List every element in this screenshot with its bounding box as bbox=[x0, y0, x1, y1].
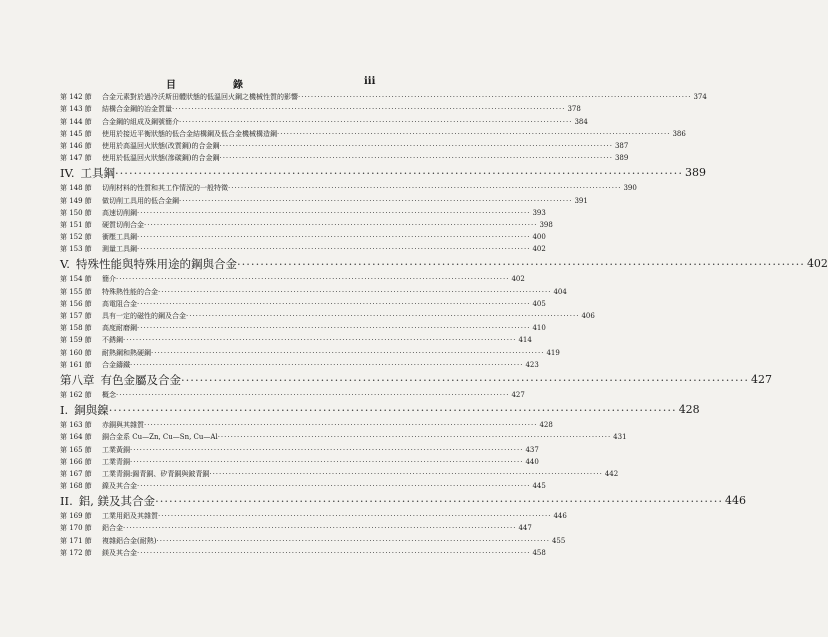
toc-page-number: 440 bbox=[525, 457, 539, 466]
toc-title: 工具鋼 bbox=[80, 166, 115, 181]
toc-entry bbox=[60, 128, 686, 140]
toc-entry bbox=[60, 468, 619, 480]
toc-section-heading bbox=[60, 164, 706, 182]
toc-page-number: 393 bbox=[532, 208, 546, 217]
toc-title: 有色金屬及合金 bbox=[100, 372, 181, 387]
toc-title: 使用於接近平衡狀態的低合金結構鋼及低合金機械構造鋼 bbox=[102, 129, 277, 138]
toc-title: 工業黃銅 bbox=[102, 445, 130, 454]
toc-title: 切削材料的性質和其工作情況的一般特徵 bbox=[102, 184, 228, 193]
toc-page-number: 400 bbox=[532, 233, 546, 242]
toc-number: 第 146 節 bbox=[60, 141, 92, 150]
toc-leader-dots bbox=[130, 359, 523, 371]
toc-entry bbox=[60, 91, 707, 103]
toc-title: 高度耐磨鋼 bbox=[102, 324, 137, 333]
toc-title: 鎳及其合金 bbox=[102, 482, 137, 491]
toc-page-number: 402 bbox=[532, 245, 546, 254]
toc-entry bbox=[60, 115, 588, 127]
toc-page-number: 455 bbox=[551, 536, 566, 545]
toc-leader-dots bbox=[218, 431, 611, 443]
toc-leader-dots bbox=[158, 510, 551, 522]
toc-title: 鎂及其合金 bbox=[102, 548, 137, 557]
toc-title: 高速切削鋼 bbox=[102, 208, 137, 217]
toc-page-number: 389 bbox=[684, 166, 706, 180]
toc-page-number: 427 bbox=[750, 372, 772, 386]
toc-number: 第 150 節 bbox=[60, 208, 92, 217]
toc-leader-dots bbox=[151, 347, 544, 359]
toc-number: 第 152 節 bbox=[60, 233, 92, 242]
toc-page-number: 404 bbox=[553, 287, 567, 296]
toc-leader-dots bbox=[130, 444, 523, 456]
toc-title: 做切削工具用的低合金鋼 bbox=[102, 196, 179, 205]
toc-page-number: 390 bbox=[623, 184, 637, 193]
toc-number: 第 151 節 bbox=[60, 220, 92, 229]
toc-number: 第 143 節 bbox=[60, 105, 92, 114]
toc-title: 鋁, 鎂及其合金 bbox=[78, 494, 156, 509]
toc-title: 工業用鋁及其雜質 bbox=[102, 512, 158, 521]
toc-number: 第 148 節 bbox=[60, 184, 92, 193]
toc-number: 第 165 節 bbox=[60, 445, 92, 454]
toc-title: 合金鋼的組成及鋼號簡介 bbox=[102, 117, 179, 126]
toc-entry bbox=[60, 456, 539, 468]
toc-title: 測量工具鋼 bbox=[102, 245, 137, 254]
toc-entry bbox=[60, 310, 595, 322]
toc-title: 合金元素對於過冷沃斯田體狀態的低溫回火鋼之機械性質的影響 bbox=[102, 93, 298, 102]
toc-leader-dots bbox=[156, 535, 549, 547]
toc-entry bbox=[60, 243, 546, 255]
toc-leader-dots bbox=[179, 116, 572, 128]
toc-page-number: 446 bbox=[725, 494, 747, 508]
toc-leader-dots bbox=[155, 492, 723, 510]
toc-title: 使用於低溫回火狀態(滲碳鋼)的合金鋼 bbox=[102, 154, 220, 163]
toc-leader-dots bbox=[137, 231, 530, 243]
toc-leader-dots bbox=[137, 480, 530, 492]
toc-page-number: 442 bbox=[604, 469, 619, 478]
toc-leader-dots bbox=[219, 152, 612, 164]
toc-entry bbox=[60, 522, 532, 534]
toc-page-number: 445 bbox=[532, 482, 546, 491]
toc-leader-dots bbox=[209, 468, 602, 480]
toc-entry bbox=[60, 547, 546, 559]
toc-entry bbox=[60, 298, 546, 310]
toc-page-number: 423 bbox=[525, 360, 539, 369]
toc-number: V. bbox=[60, 257, 70, 272]
toc-page-number: 414 bbox=[518, 336, 532, 345]
toc-page-number: 447 bbox=[518, 524, 532, 533]
toc-title: 耐熱鋼和熱硬鋼 bbox=[102, 348, 151, 357]
toc-leader-dots bbox=[277, 128, 670, 140]
toc-leader-dots bbox=[298, 91, 691, 103]
toc-section-heading bbox=[60, 255, 828, 273]
toc-entry bbox=[60, 389, 525, 401]
toc-title: 銅與鎳 bbox=[74, 402, 109, 417]
toc-leader-dots bbox=[115, 164, 683, 182]
toc-section-heading bbox=[60, 371, 772, 389]
toc-page-number: 419 bbox=[546, 348, 560, 357]
toc-number: IV. bbox=[60, 166, 75, 181]
toc-number: 第 145 節 bbox=[60, 129, 92, 138]
toc-title: 複雜鋁合金(耐熱) bbox=[102, 536, 157, 545]
toc-entry bbox=[60, 285, 567, 297]
toc-number: 第 159 節 bbox=[60, 336, 92, 345]
toc-page-number: 406 bbox=[581, 312, 595, 320]
toc-entry bbox=[60, 231, 546, 243]
toc-leader-dots bbox=[137, 207, 530, 219]
toc-page-number: 402 bbox=[511, 275, 525, 284]
toc-page-number: 389 bbox=[614, 154, 629, 163]
toc-entry bbox=[60, 480, 546, 492]
toc-title: 具有一定的磁性的鋼及合金 bbox=[102, 312, 186, 320]
toc-page-number: 391 bbox=[574, 196, 588, 205]
toc-entry bbox=[60, 334, 532, 346]
toc-title: 銅合金系 Cu—Zn, Cu—Sn, Cu—Al bbox=[102, 433, 218, 442]
toc-entry bbox=[60, 431, 627, 443]
toc-page-number: 428 bbox=[539, 421, 553, 430]
toc-leader-dots bbox=[137, 298, 530, 310]
toc-title: 赤銅與其雜質 bbox=[102, 421, 144, 430]
toc-number: I. bbox=[60, 402, 69, 417]
toc-number: 第 172 節 bbox=[60, 548, 92, 557]
toc-leader-dots bbox=[123, 334, 516, 346]
toc-page-number: 386 bbox=[672, 129, 686, 138]
toc-page-number: 384 bbox=[574, 117, 588, 126]
toc-number: 第 144 節 bbox=[60, 117, 92, 126]
toc-leader-dots bbox=[130, 456, 523, 468]
toc-page-number: 446 bbox=[553, 512, 567, 521]
toc-number: 第 164 節 bbox=[60, 433, 92, 442]
toc-title: 概念 bbox=[102, 390, 116, 399]
toc-leader-dots bbox=[144, 219, 537, 231]
toc-page-number: 378 bbox=[567, 105, 581, 114]
toc-leader-dots bbox=[158, 286, 551, 298]
toc-number: 第 162 節 bbox=[60, 390, 92, 399]
toc-leader-dots bbox=[228, 182, 621, 194]
toc-entry bbox=[60, 152, 629, 164]
toc-leader-dots bbox=[172, 103, 565, 115]
toc-page-number: 431 bbox=[613, 433, 627, 442]
toc-number: 第 168 節 bbox=[60, 482, 92, 491]
toc-section-heading bbox=[60, 492, 747, 510]
toc-entry bbox=[60, 182, 637, 194]
toc-title: 工業青銅 bbox=[102, 457, 130, 466]
toc-page-number: 387 bbox=[614, 141, 629, 150]
toc-number: 第八章 bbox=[60, 372, 95, 387]
toc-leader-dots bbox=[137, 322, 530, 334]
toc-leader-dots bbox=[116, 389, 509, 401]
page-header bbox=[0, 76, 450, 90]
toc-title: 特殊性能與特殊用途的鋼與合金 bbox=[75, 257, 237, 272]
toc-page-number: 428 bbox=[678, 402, 700, 416]
toc-page-number: 458 bbox=[532, 548, 546, 557]
toc-number: 第 147 節 bbox=[60, 154, 92, 163]
toc-section-heading bbox=[60, 401, 700, 419]
toc-entry bbox=[60, 219, 553, 231]
toc-number: 第 163 節 bbox=[60, 421, 92, 430]
header-title-a: 目 bbox=[166, 80, 178, 91]
toc-page-number: 410 bbox=[532, 324, 546, 333]
toc-page-number: 374 bbox=[693, 93, 707, 102]
toc-title: 結構合金鋼的冶金質量 bbox=[102, 105, 172, 114]
toc-number: 第 160 節 bbox=[60, 348, 92, 357]
toc-leader-dots bbox=[144, 419, 537, 431]
toc-entry bbox=[60, 194, 588, 206]
toc-leader-dots bbox=[186, 310, 579, 322]
toc-title: 衝壓工具鋼 bbox=[102, 233, 137, 242]
toc-entry bbox=[60, 359, 539, 371]
toc-entry bbox=[60, 273, 525, 285]
toc-number: 第 149 節 bbox=[60, 196, 92, 205]
toc-number: 第 156 節 bbox=[60, 299, 92, 308]
toc-number: 第 142 節 bbox=[60, 93, 92, 102]
toc-number: 第 167 節 bbox=[60, 469, 92, 478]
toc-title: 工業青銅:錫青銅、矽青銅與鈹青銅 bbox=[102, 469, 210, 478]
toc-number: 第 169 節 bbox=[60, 512, 92, 521]
toc-leader-dots bbox=[237, 255, 805, 273]
toc-title: 硬質切削合金 bbox=[102, 220, 144, 229]
toc-number: 第 158 節 bbox=[60, 324, 92, 333]
toc-entry bbox=[60, 534, 566, 546]
toc-number: 第 170 節 bbox=[60, 524, 92, 533]
toc-page-number: 437 bbox=[525, 445, 539, 454]
toc-entry bbox=[60, 207, 546, 219]
toc-title: 簡介 bbox=[102, 275, 116, 284]
toc-entry bbox=[60, 140, 629, 152]
toc-leader-dots bbox=[123, 522, 516, 534]
toc-number: 第 171 節 bbox=[60, 536, 92, 545]
toc-leader-dots bbox=[137, 547, 530, 559]
toc-leader-dots bbox=[181, 371, 749, 389]
toc-entry bbox=[60, 322, 546, 334]
toc-entry bbox=[60, 346, 560, 358]
toc-title: 不銹鋼 bbox=[102, 336, 123, 345]
toc-entry bbox=[60, 443, 539, 455]
toc-number: 第 166 節 bbox=[60, 457, 92, 466]
toc-leader-dots bbox=[109, 401, 677, 419]
toc-entry bbox=[60, 419, 553, 431]
toc-number: 第 154 節 bbox=[60, 275, 92, 284]
toc-number: 第 157 節 bbox=[60, 312, 92, 320]
toc-title: 鋁合金 bbox=[102, 524, 123, 533]
toc-title: 使用於高溫回火狀態(改質鋼)的合金鋼 bbox=[102, 141, 220, 150]
toc-page-number: 405 bbox=[532, 299, 546, 308]
toc-entry bbox=[60, 510, 567, 522]
toc-page-number: 402 bbox=[806, 257, 828, 271]
header-page-number: iii bbox=[364, 76, 376, 87]
table-of-contents bbox=[60, 91, 828, 559]
toc-title: 特殊熱性能的合金 bbox=[102, 287, 158, 296]
toc-number: 第 161 節 bbox=[60, 360, 92, 369]
toc-number: 第 153 節 bbox=[60, 245, 92, 254]
toc-title: 高電阻合金 bbox=[102, 299, 137, 308]
toc-leader-dots bbox=[116, 273, 509, 285]
toc-number: 第 155 節 bbox=[60, 287, 92, 296]
toc-title: 合金鑄鐵 bbox=[102, 360, 130, 369]
toc-leader-dots bbox=[179, 195, 572, 207]
toc-entry bbox=[60, 103, 581, 115]
toc-leader-dots bbox=[219, 140, 612, 152]
header-title-b: 錄 bbox=[233, 80, 243, 91]
toc-page-number: 398 bbox=[539, 220, 553, 229]
toc-page-number: 427 bbox=[511, 390, 525, 399]
toc-number: II. bbox=[60, 494, 73, 509]
toc-leader-dots bbox=[137, 243, 530, 255]
